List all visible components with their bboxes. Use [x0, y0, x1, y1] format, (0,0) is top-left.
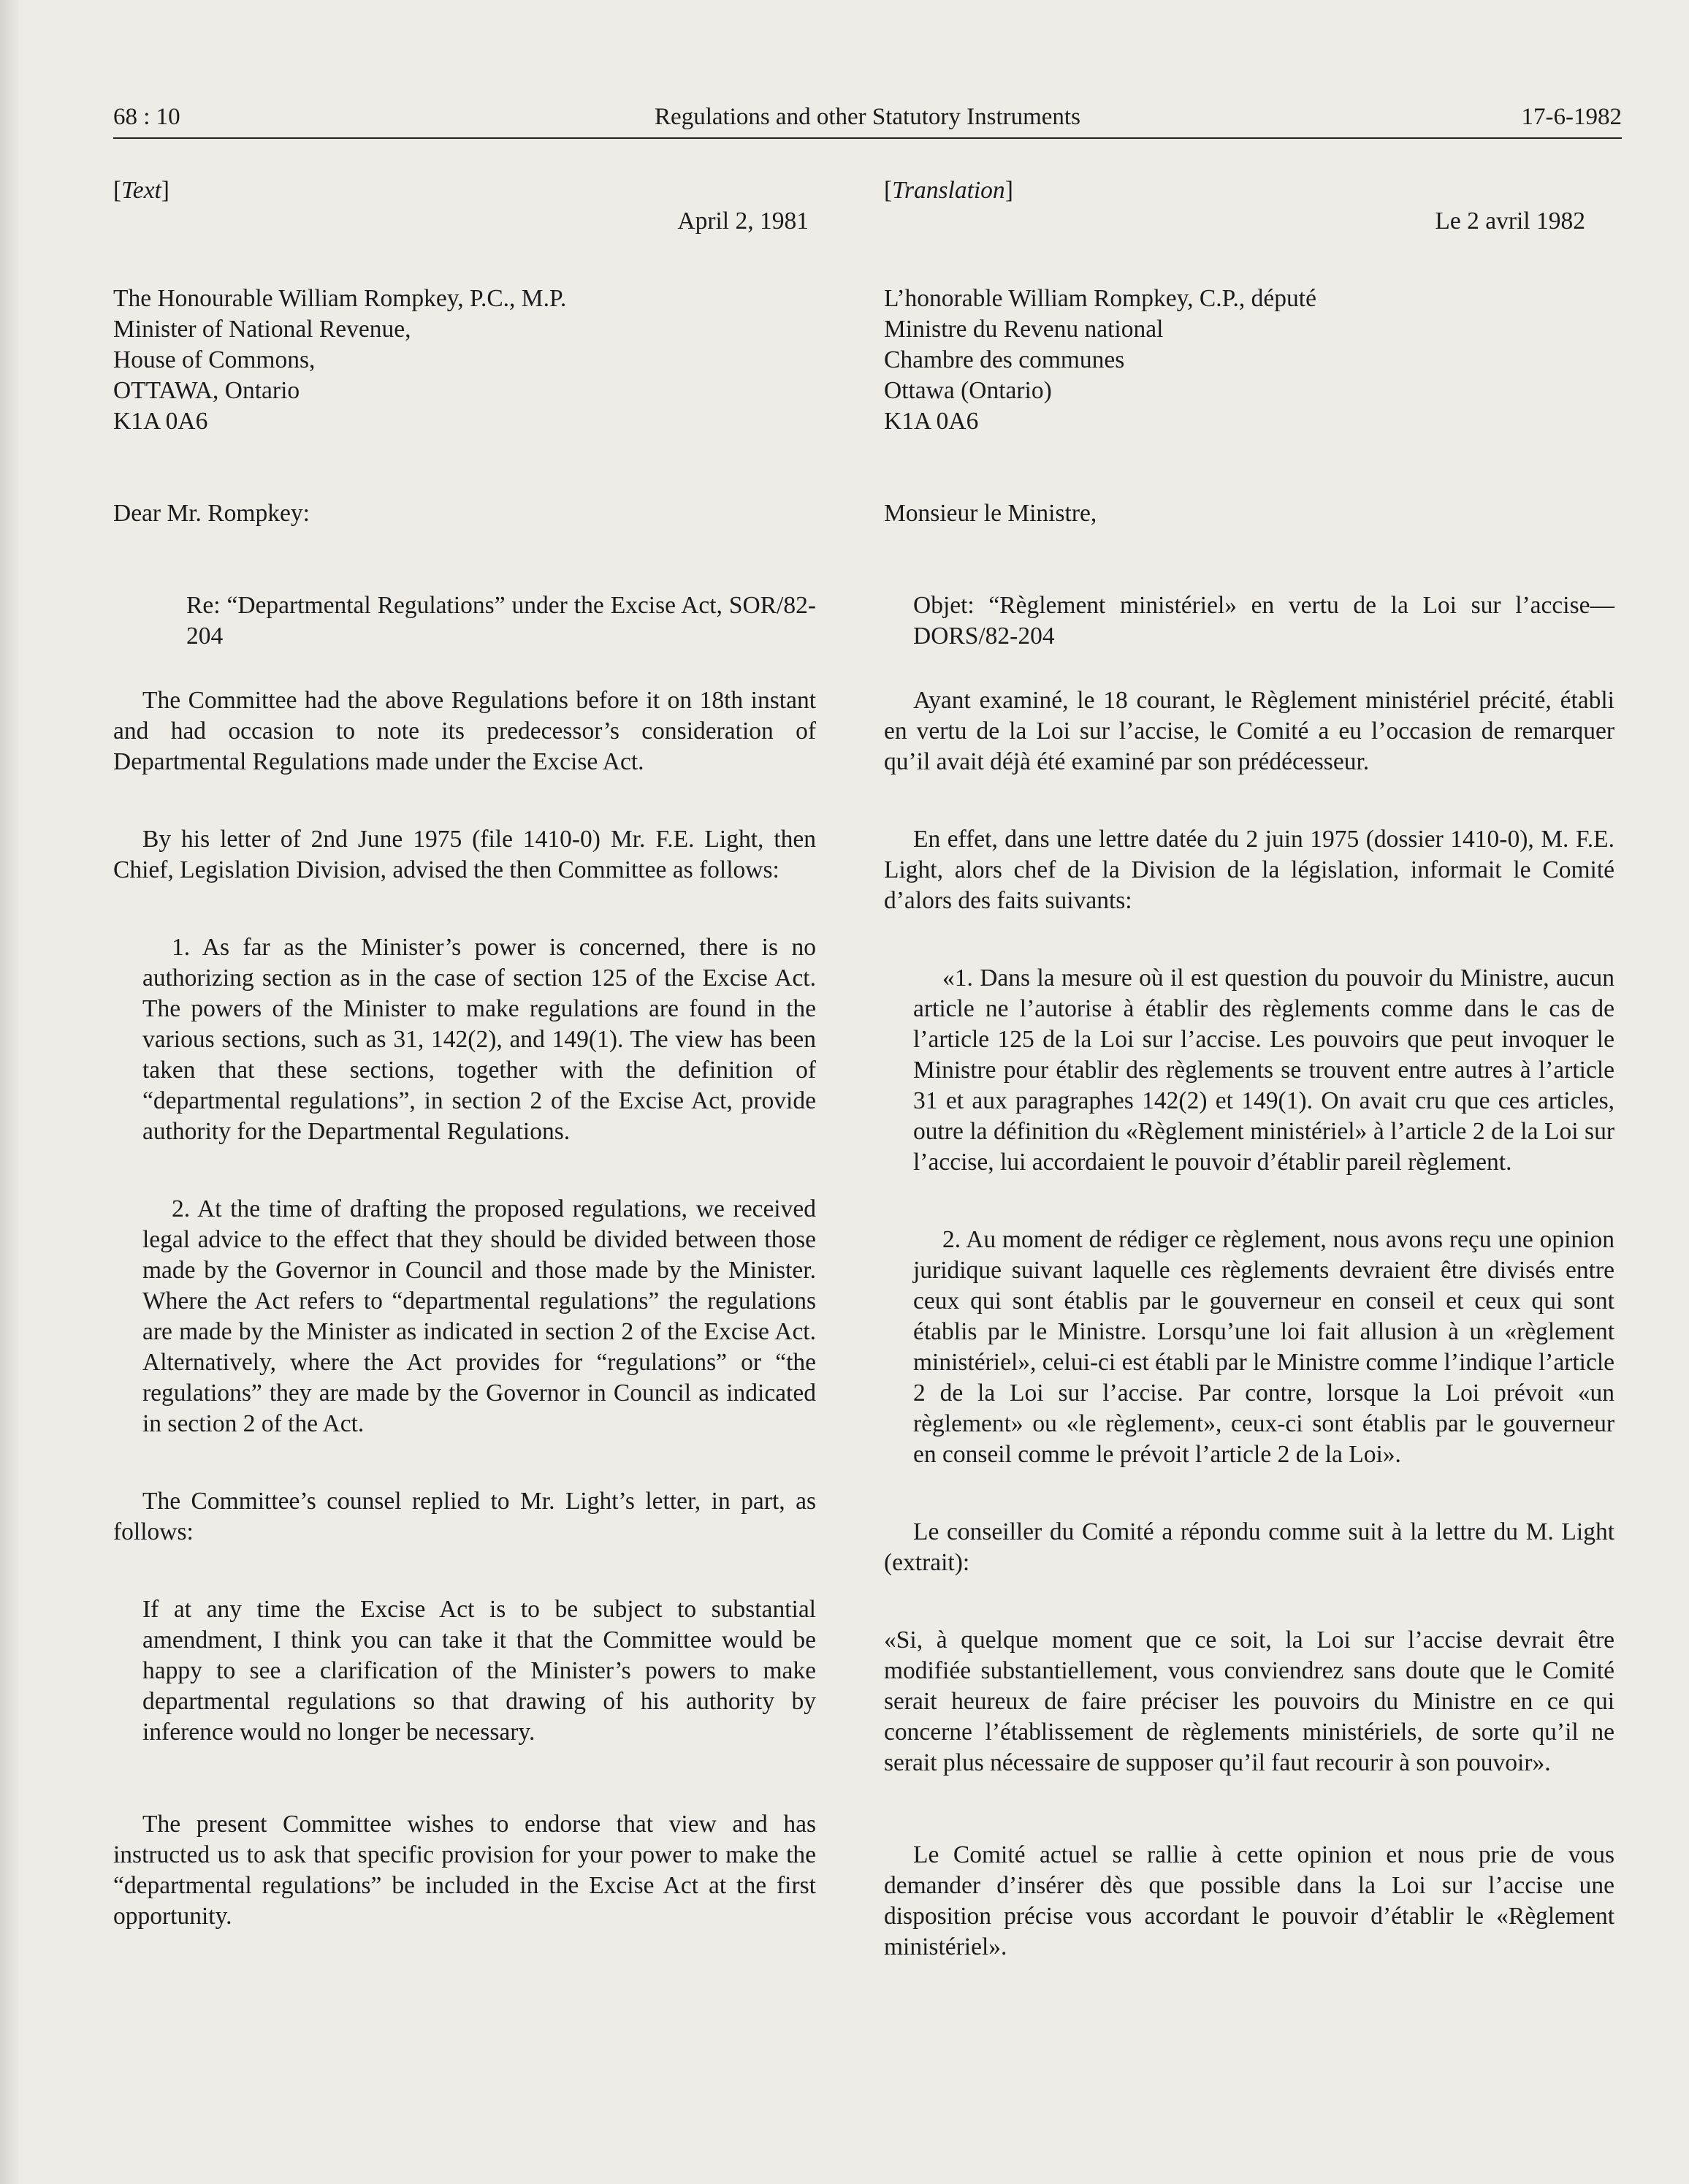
address-line: House of Commons, — [113, 346, 316, 373]
recipient-address — [884, 284, 1614, 437]
publication-title: Regulations and other Statutory Instruments — [655, 104, 1080, 130]
address-line: L’honorable William Rompkey, C.P., député — [884, 285, 1316, 312]
column-label-text: Text — [121, 177, 161, 204]
column-label: [Translation] — [884, 177, 1013, 204]
paragraph: The Committee’s counsel replied to Mr. Light’s letter, in part, as follows: — [113, 1488, 816, 1545]
paragraph: Le Comité actuel se rallie à cette opinion et nous prie de vous demander d’insérer dès que possible dans la Loi sur l’accise une disposition précise vous accordant le pouvoir d’établir le «Règlement ministériel». — [884, 1841, 1614, 1960]
salutation: Monsieur le Ministre, — [884, 500, 1097, 527]
quoted-paragraph: 1. As far as the Minister’s power is concerned, there is no authorizing section as in the case of section 125 of the Excise Act. The powers of the Minister to make regulations are found in the various sections, such as 31, 142(2), and 149(1). The view has been taken that these sections, together with the definition of “departmental regulations”, in section 2 of the Excise Act, provide authority for the Departmental Regulations. — [142, 934, 816, 1145]
address-line: K1A 0A6 — [113, 408, 208, 435]
subject-line: Objet: “Règlement ministériel» en vertu de la Loi sur l’accise—DORS/82-204 — [913, 592, 1614, 650]
quoted-paragraph: 2. At the time of drafting the proposed regulations, we received legal advice to the effect that they should be divided between those made by the Governor in Council and those made by the Minister. Where the Act refers to “departmental regulations” the regulations are made by the Minister as indicated in section 2 of the Excise Act. Alternatively, where the Act provides for “regulations” or “the regulations” they are made by the Governor in Council as indicated in section 2 of the Act. — [142, 1195, 816, 1437]
paragraph: The present Committee wishes to endorse that view and has instructed us to ask that specific provision for your power to make the “departmental regulations” be included in the Excise Act at the first opportunity. — [113, 1811, 816, 1930]
quoted-paragraph: 2. Au moment de rédiger ce règlement, nous avons reçu une opinion juridique suivant laquelle ces règlements devraient être divisés entre ceux qui sont établis par le gouverneur en conseil et ceux qui sont établis par le Ministre. Lorsqu’une loi fait allusion à un «règlement ministériel», celui-ci est établi par le Ministre comme l’indique l’article 2 de la Loi sur l’accise. Par contre, lorsque la Loi prévoit «un règlement» ou «le règlement», ceux-ci sont établis par le gouverneur en conseil comme le prévoit l’article 2 de la Loi». — [913, 1226, 1615, 1468]
page-reference: 68 : 10 — [113, 104, 180, 130]
subject-line: Re: “Departmental Regulations” under the Excise Act, SOR/82-204 — [186, 592, 816, 650]
paragraph: Le conseiller du Comité a répondu comme suit à la lettre du M. Light (extrait): — [884, 1518, 1614, 1576]
address-line: Chambre des communes — [884, 346, 1125, 373]
letter-date: April 2, 1981 — [677, 208, 809, 235]
paragraph: Ayant examiné, le 18 courant, le Règlement ministériel précité, établi en vertu de la Loi sur l’accise, le Comité a eu l’occasion de remarquer qu’il avait déjà été examiné par son prédécesseur. — [884, 687, 1614, 775]
address-line: The Honourable William Rompkey, P.C., M.P. — [113, 285, 567, 312]
paragraph: En effet, dans une lettre datée du 2 juin 1975 (dossier 1410-0), M. F.E. Light, alors chef de la Division de la législation, informait le Comité d’alors des faits suivants: — [884, 826, 1614, 914]
quoted-paragraph: «Si, à quelque moment que ce soit, la Loi sur l’accise devrait être modifiée substantiellement, vous conviendrez sans doute que le Comité serait heureux de faire préciser les pouvoirs du Ministre en ce qui concerne l’établissement de règlements ministériels, de sorte qu’il ne serait plus nécessaire de supposer qu’il faut recourir à son pouvoir». — [884, 1626, 1614, 1776]
column-label-text: Translation — [892, 177, 1005, 204]
issue-date: 17-6-1982 — [1521, 104, 1622, 130]
english-column — [113, 175, 816, 1932]
address-line: Minister of National Revenue, — [113, 316, 411, 343]
quoted-paragraph: If at any time the Excise Act is to be subject to substantial amendment, I think you can take it that the Committee would be happy to see a clarification of the Minister’s powers to make departmental regulations so that drawing of his authority by inference would no longer be necessary. — [142, 1596, 816, 1746]
address-line: Ministre du Revenu national — [884, 316, 1164, 343]
address-line: K1A 0A6 — [884, 408, 979, 435]
letter-date: Le 2 avril 1982 — [1435, 208, 1585, 235]
address-line: OTTAWA, Ontario — [113, 377, 300, 404]
salutation: Dear Mr. Rompkey: — [113, 500, 310, 527]
recipient-address — [113, 284, 816, 437]
address-line: Ottawa (Ontario) — [884, 377, 1052, 404]
column-label: [Text] — [113, 177, 169, 204]
paragraph: The Committee had the above Regulations before it on 18th instant and had occasion to note its predecessor’s consideration of Departmental Regulations made under the Excise Act. — [113, 687, 816, 775]
page-edge-shadow — [0, 0, 19, 2184]
paragraph: By his letter of 2nd June 1975 (file 1410-0) Mr. F.E. Light, then Chief, Legislation Division, advised the then Committee as follows: — [113, 826, 816, 883]
quoted-paragraph: «1. Dans la mesure où il est question du pouvoir du Ministre, aucun article ne l’autorise à établir des règlements comme dans le cas de l’article 125 de la Loi sur l’accise. Les pouvoirs que peut invoquer le Ministre pour établir des règlements se trouvent entre autres à l’article 31 et aux paragraphes 142(2) et 149(1). On avait cru que ces articles, outre la définition du «Règlement ministériel» à l’article 2 de la Loi sur l’accise, lui accordaient le pouvoir d’établir pareil règlement. — [913, 964, 1614, 1176]
running-header — [113, 102, 1622, 139]
french-column — [884, 175, 1614, 1963]
